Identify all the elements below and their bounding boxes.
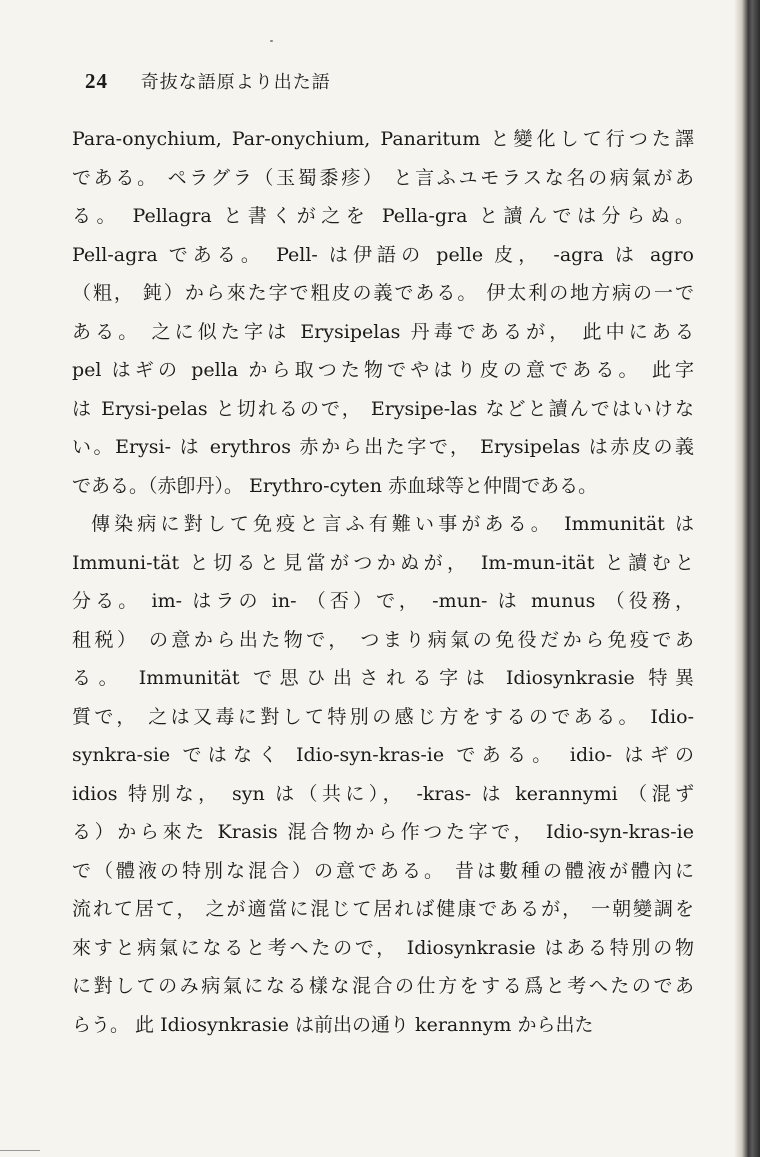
- text-line: Pell-agra である。 Pell- は伊語の pelle 皮， -agra は agro: [72, 243, 694, 266]
- text-line: い。Erysi- は erythros 赤から出た字で， Erysipelas は赤皮の義: [72, 436, 694, 458]
- text-line: らう。 此 Idiosynkrasie は前出の通り kerannym から出た: [72, 1013, 594, 1036]
- running-title: 奇抜な語原より出た語: [140, 72, 331, 93]
- text-line: Para-onychium, Par-onychium, Panaritum と變化して行つた譯: [72, 128, 694, 150]
- text-line: に對してのみ病氣になる樣な混合の仕方をする爲と考へたのであ: [72, 975, 694, 997]
- text-line: 分る。 im- はラの in- （否）で， -mun- は munus （役務，: [72, 590, 694, 612]
- page-binding-edge: [734, 0, 760, 1157]
- scan-edge-mark: [0, 1150, 40, 1151]
- scan-speck: [270, 40, 273, 42]
- text-line: （粗， 鈍）から來た字で粗皮の義である。 伊太利の地方病の一で: [72, 282, 694, 304]
- text-line: ある。 之に似た字は Erysipelas 丹毒であるが， 此中にある: [72, 320, 694, 343]
- text-line: 來すと病氣になると考へたので， Idiosynkrasie はある特別の物: [72, 936, 694, 959]
- page-number: 24: [85, 69, 108, 93]
- text-line: である。（赤卽丹）。 Erythro-cyten 赤血球等と仲間である。: [72, 474, 598, 497]
- body-text: [72, 120, 694, 1044]
- text-line: pel はギの pella から取つた物でやはり皮の意である。 此字: [72, 359, 694, 381]
- text-line: で（體液の特別な混合）の意である。 昔は數種の體液が體內に: [72, 859, 694, 882]
- text-line: は Erysi-pelas と切れるので， Erysipe-las などと讀んではいけな: [72, 397, 694, 420]
- text-line: る。 Pellagra と書くが之を Pella-gra と讀んでは分らぬ。: [72, 205, 694, 227]
- text-line: である。 ペラグラ（玉蜀黍疹） と言ふユモラスな名の病氣があ: [72, 166, 694, 189]
- text-line: 租税） の意から出た物で， つまり病氣の免役だから免疫であ: [72, 628, 694, 651]
- text-line: 流れて居て， 之が適當に混じて居れば健康であるが， 一朝變調を: [72, 898, 694, 920]
- text-line: idios 特別な， syn は（共に）， -kras- は kerannymi （混ず: [72, 782, 694, 805]
- text-line: 傳染病に對して免疫と言ふ有難い事がある。 Immunität は: [91, 513, 694, 535]
- text-line: Immuni-tät と切ると見當がつかぬが， Im-mun-ität と讀むと: [72, 551, 694, 574]
- text-line: る）から來た Krasis 混合物から作つた字で， Idio-syn-kras-ie: [72, 821, 694, 843]
- text-line: synkra-sie ではなく Idio-syn-kras-ie である。 idio- はギの: [72, 744, 694, 766]
- page-header: [85, 68, 331, 94]
- text-line: る。 Immunität で思ひ出される字は Idiosynkrasie 特異: [72, 667, 694, 689]
- text-line: 質で， 之は又毒に對して特別の感じ方をするのである。 Idio-: [72, 705, 694, 728]
